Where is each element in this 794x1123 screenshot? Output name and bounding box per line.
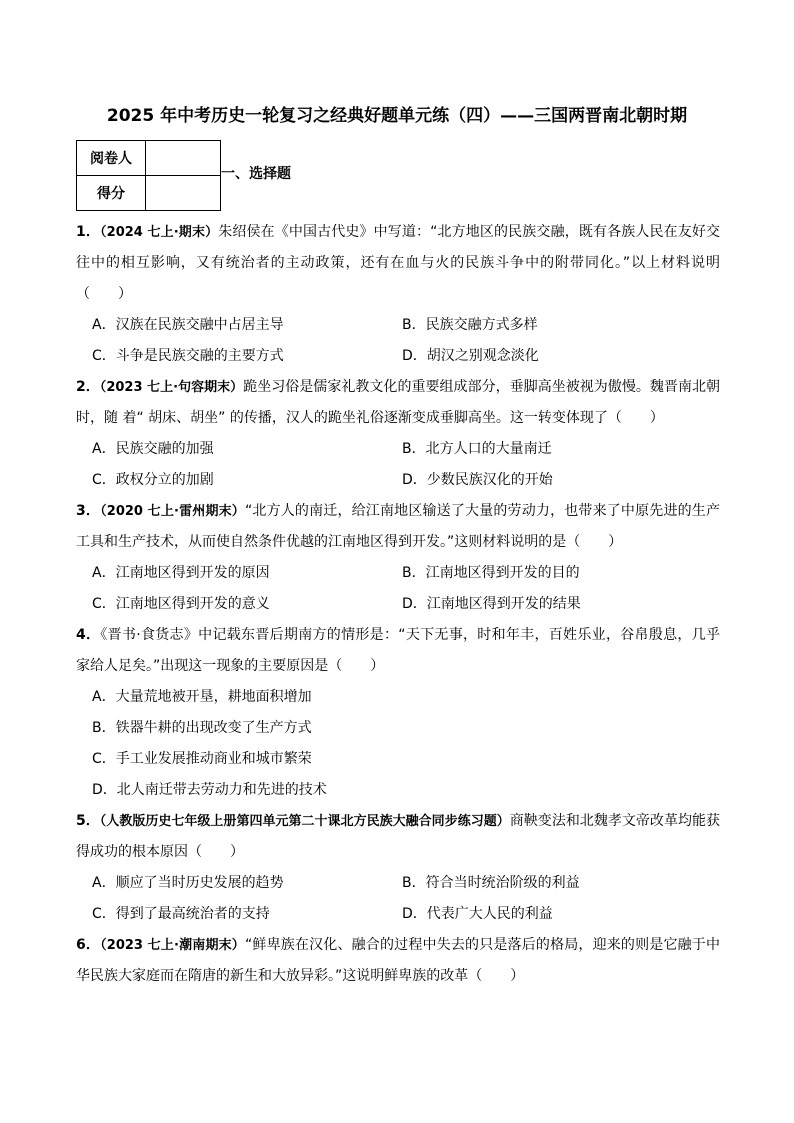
question-source: （人教版历史七年级上册第四单元第二十课北方民族大融合同步练习题） — [99, 814, 510, 829]
answer-option[interactable]: A．民族交融的加强 — [92, 441, 214, 457]
answer-option[interactable]: C．手工业发展推动商业和城市繁荣 — [92, 751, 312, 767]
question-item — [76, 372, 720, 496]
question-item — [76, 217, 720, 372]
score-table-row — [77, 141, 221, 176]
answer-option[interactable]: C．政权分立的加剧 — [92, 472, 214, 488]
option-list — [76, 682, 720, 806]
answer-option[interactable]: A．顺应了当时历史发展的趋势 — [92, 875, 284, 891]
option-list — [76, 434, 720, 496]
question-number: 3． — [76, 503, 101, 519]
answer-option[interactable]: B．民族交融方式多样 — [402, 317, 538, 333]
question-source: （2020 七上·雷州期末） — [100, 504, 245, 519]
option-list — [76, 558, 720, 620]
answer-option[interactable]: B．江南地区得到开发的目的 — [402, 565, 580, 581]
answer-option[interactable]: A．江南地区得到开发的原因 — [92, 565, 270, 581]
reviewer-label: 阅卷人 — [77, 141, 146, 176]
answer-option[interactable]: C．得到了最高统治者的支持 — [92, 906, 270, 922]
option-list — [76, 310, 720, 372]
question-text: 朱绍侯在《中国古代史》中写道：“北方地区的民族交融，既有各族人民在友好交往中的相互影响，又有统治者的主动政策，还有在血与火的民族斗争中的附带同化。”以上材料说明（ ） — [76, 224, 720, 302]
question-item — [76, 930, 720, 992]
question-number: 2． — [76, 379, 100, 395]
question-item — [76, 806, 720, 930]
question-text: 《晋书·食货志》中记载东晋后期南方的情形是：“天下无事，时和年丰，百姓乐业，谷帛殷息，几乎家给人足矣。”出现这一现象的主要原因是（ ） — [76, 627, 721, 674]
answer-option[interactable]: B．符合当时统治阶级的利益 — [402, 875, 580, 891]
reviewer-value-cell[interactable] — [146, 141, 221, 176]
question-text: 商鞅变法和北魏孝文帝改革均能获得成功的根本原因（ ） — [76, 813, 720, 860]
answer-option[interactable]: D．北人南迁带去劳动力和先进的技术 — [92, 782, 327, 798]
answer-option[interactable]: B．铁器牛耕的出现改变了生产方式 — [92, 720, 312, 736]
question-stem — [76, 217, 720, 310]
answer-option[interactable]: D．江南地区得到开发的结果 — [402, 596, 581, 612]
option-list — [76, 868, 720, 930]
answer-option[interactable]: A．大量荒地被开垦，耕地面积增加 — [92, 689, 312, 705]
question-source: （2023 七上·句容期末） — [99, 380, 244, 395]
question-list — [76, 217, 720, 992]
question-text: 跪坐习俗是儒家礼教文化的重要组成部分，垂脚高坐被视为傲慢。魏晋南北朝时，随 着“ 胡床、胡坐” 的传播，汉人的跪坐礼俗逐渐变成垂脚高坐。这一转变体现了（ ） — [76, 379, 720, 426]
section-heading: 一、选择题 — [221, 166, 291, 182]
page-title: 2025 年中考历史一轮复习之经典好题单元练（四）——三国两晋南北朝时期 — [106, 106, 688, 126]
question-text: “北方人的南迁，给江南地区输送了大量的劳动力，也带来了中原先进的生产工具和生产技术，从而使自然条件优越的江南地区得到开发。”这则材料说明的是（ ） — [76, 503, 720, 550]
question-stem — [76, 496, 720, 558]
answer-option[interactable]: C．江南地区得到开发的意义 — [92, 596, 270, 612]
question-item — [76, 496, 720, 620]
answer-option[interactable]: D．胡汉之别观念淡化 — [402, 348, 539, 364]
answer-option[interactable]: B．北方人口的大量南迁 — [402, 441, 552, 457]
question-source: （2023 七上·潮南期末） — [100, 938, 245, 953]
score-table — [76, 140, 221, 211]
question-stem — [76, 620, 720, 682]
question-text: “鲜卑族在汉化、融合的过程中失去的只是落后的格局，迎来的则是它融于中华民族大家庭而在隋唐的新生和大放异彩。”这说明鲜卑族的改革（ ） — [76, 937, 720, 984]
question-stem — [76, 930, 720, 992]
question-source: （2024 七上·期末） — [100, 225, 219, 240]
question-number: 4． — [76, 627, 101, 643]
answer-option[interactable]: A．汉族在民族交融中占居主导 — [92, 317, 284, 333]
question-number: 1． — [76, 224, 101, 240]
answer-option[interactable]: D．代表广大人民的利益 — [402, 906, 553, 922]
score-value-cell[interactable] — [146, 176, 221, 211]
question-stem — [76, 372, 720, 434]
question-stem — [76, 806, 720, 868]
score-label: 得分 — [77, 176, 146, 211]
answer-option[interactable]: D．少数民族汉化的开始 — [402, 472, 553, 488]
score-table-row — [77, 176, 221, 211]
question-number: 6． — [76, 937, 101, 953]
question-number: 5． — [76, 813, 100, 829]
answer-option[interactable]: C．斗争是民族交融的主要方式 — [92, 348, 284, 364]
question-item — [76, 620, 720, 806]
